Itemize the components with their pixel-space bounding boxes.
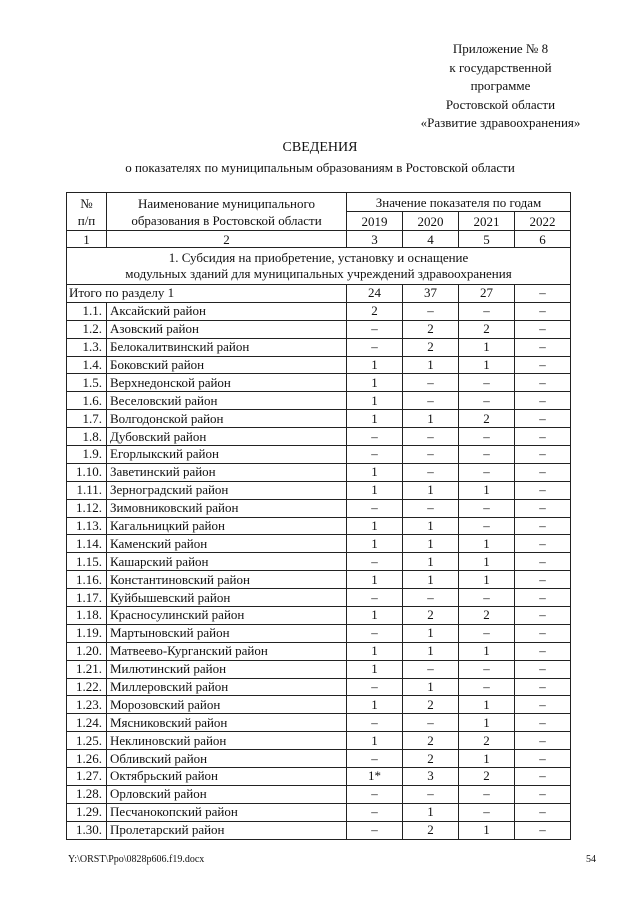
year-value-cell: 1 <box>459 750 515 768</box>
indicators-table <box>66 192 571 840</box>
row-number-cell: 1.27. <box>67 768 107 786</box>
table-row <box>67 428 571 446</box>
district-name-cell: Азовский район <box>107 320 347 338</box>
year-value-cell: – <box>515 428 571 446</box>
year-value-cell: 1 <box>347 571 403 589</box>
year-value-cell: – <box>515 571 571 589</box>
row-number-cell: 1.2. <box>67 320 107 338</box>
district-name-cell: Матвеево-Курганский район <box>107 642 347 660</box>
footer-page-number: 54 <box>586 854 596 865</box>
header-row <box>67 193 571 212</box>
row-number-cell: 1.25. <box>67 732 107 750</box>
column-number-cell: 3 <box>347 231 403 248</box>
year-value-cell: 1 <box>459 553 515 571</box>
row-number-cell: 1.5. <box>67 374 107 392</box>
table-row <box>67 678 571 696</box>
district-name-cell: Веселовский район <box>107 392 347 410</box>
document-title: СВЕДЕНИЯ <box>282 140 358 155</box>
year-value-cell: 2 <box>403 607 459 625</box>
year-value-cell: 1 <box>403 356 459 374</box>
row-number-cell: 1.1. <box>67 302 107 320</box>
year-value-cell: – <box>459 302 515 320</box>
year-value-cell: – <box>403 392 459 410</box>
year-value-cell: 2 <box>459 410 515 428</box>
year-value-cell: 2 <box>347 302 403 320</box>
district-name-cell: Зимовниковский район <box>107 499 347 517</box>
year-value-cell: 1 <box>347 356 403 374</box>
district-name-cell: Мясниковский район <box>107 714 347 732</box>
district-name-cell: Мартыновский район <box>107 624 347 642</box>
district-name-cell: Егорлыкский район <box>107 446 347 464</box>
district-name-cell: Милютинский район <box>107 660 347 678</box>
table-row <box>67 696 571 714</box>
year-value-cell: – <box>347 338 403 356</box>
year-value-cell: – <box>515 785 571 803</box>
table-row <box>67 571 571 589</box>
year-value-cell: 1 <box>347 607 403 625</box>
district-name-cell: Обливский район <box>107 750 347 768</box>
year-value-cell: – <box>403 428 459 446</box>
row-number-cell: 1.23. <box>67 696 107 714</box>
row-number-cell: 1.21. <box>67 660 107 678</box>
year-value-cell: – <box>515 446 571 464</box>
district-name-cell: Кашарский район <box>107 553 347 571</box>
year-value-cell: 1 <box>459 714 515 732</box>
table-row <box>67 660 571 678</box>
total-row <box>67 285 571 303</box>
district-name-cell: Заветинский район <box>107 463 347 481</box>
header-name-cell <box>107 193 347 231</box>
row-number-cell: 1.18. <box>67 607 107 625</box>
district-name-cell: Кагальницкий район <box>107 517 347 535</box>
row-number-cell: 1.4. <box>67 356 107 374</box>
year-value-cell: – <box>347 446 403 464</box>
table-row <box>67 642 571 660</box>
year-value-cell: – <box>347 750 403 768</box>
section-line1: 1. Субсидия на приобретение, установку и оснащение <box>168 250 469 265</box>
table-row <box>67 320 571 338</box>
year-value-cell: – <box>459 446 515 464</box>
appendix-line: Ростовской области <box>445 96 556 112</box>
district-name-cell: Зерноградский район <box>107 481 347 499</box>
total-value: – <box>515 285 571 303</box>
year-value-cell: 1 <box>347 642 403 660</box>
year-value-cell: – <box>515 821 571 839</box>
district-name-cell: Дубовский район <box>107 428 347 446</box>
year-value-cell: 1 <box>347 696 403 714</box>
year-value-cell: 2 <box>459 768 515 786</box>
column-number-cell: 2 <box>107 231 347 248</box>
table-row <box>67 338 571 356</box>
year-value-cell: – <box>515 338 571 356</box>
year-value-cell: – <box>403 785 459 803</box>
row-number-cell: 1.17. <box>67 589 107 607</box>
table-row <box>67 499 571 517</box>
table-row <box>67 517 571 535</box>
year-value-cell: 1 <box>347 660 403 678</box>
year-value-cell: – <box>403 463 459 481</box>
year-value-cell: – <box>459 392 515 410</box>
row-number-cell: 1.15. <box>67 553 107 571</box>
year-value-cell: 1 <box>459 481 515 499</box>
table-row <box>67 732 571 750</box>
year-value-cell: 2 <box>403 696 459 714</box>
row-number-cell: 1.12. <box>67 499 107 517</box>
year-value-cell: – <box>515 517 571 535</box>
district-name-cell: Пролетарский район <box>107 821 347 839</box>
year-value-cell: – <box>515 589 571 607</box>
year-value-cell: 1 <box>347 732 403 750</box>
year-value-cell: 2 <box>459 732 515 750</box>
year-value-cell: 1 <box>347 535 403 553</box>
year-value-cell: – <box>459 499 515 517</box>
total-value: 37 <box>403 285 459 303</box>
year-value-cell: – <box>515 392 571 410</box>
year-value-cell: 2 <box>403 750 459 768</box>
section-row <box>67 248 571 285</box>
district-name-cell: Октябрьский район <box>107 768 347 786</box>
year-value-cell: – <box>459 624 515 642</box>
year-value-cell: – <box>459 374 515 392</box>
year-value-cell: – <box>515 553 571 571</box>
row-number-cell: 1.30. <box>67 821 107 839</box>
row-number-cell: 1.29. <box>67 803 107 821</box>
year-value-cell: 2 <box>459 320 515 338</box>
table-body <box>67 193 571 840</box>
row-number-cell: 1.28. <box>67 785 107 803</box>
year-value-cell: 1 <box>347 374 403 392</box>
year-value-cell: – <box>515 374 571 392</box>
year-value-cell: 2 <box>403 320 459 338</box>
year-value-cell: 1 <box>459 821 515 839</box>
year-value-cell: – <box>459 660 515 678</box>
appendix-line: «Развитие здравоохранения» <box>420 115 581 130</box>
year-value-cell: – <box>459 803 515 821</box>
section-cell <box>67 248 571 285</box>
row-number-cell: 1.26. <box>67 750 107 768</box>
year-value-cell: 1 <box>459 535 515 553</box>
table-row <box>67 356 571 374</box>
year-value-cell: 1 <box>459 571 515 589</box>
year-value-cell: – <box>515 803 571 821</box>
row-number-cell: 1.7. <box>67 410 107 428</box>
year-value-cell: 1 <box>459 642 515 660</box>
year-value-cell: 1* <box>347 768 403 786</box>
year-value-cell: – <box>347 589 403 607</box>
district-name-cell: Белокалитвинский район <box>107 338 347 356</box>
appendix-line: Приложение № 8 <box>452 41 549 56</box>
year-value-cell: – <box>347 678 403 696</box>
year-value-cell: – <box>459 463 515 481</box>
row-number-cell: 1.3. <box>67 338 107 356</box>
year-value-cell: 1 <box>347 392 403 410</box>
year-value-cell: – <box>515 320 571 338</box>
year-value-cell: 2 <box>403 821 459 839</box>
year-value-cell: 2 <box>403 338 459 356</box>
district-name-cell: Боковский район <box>107 356 347 374</box>
header-no-cell <box>67 193 107 231</box>
year-value-cell: 1 <box>459 696 515 714</box>
year-value-cell: – <box>403 446 459 464</box>
year-value-cell: 1 <box>403 624 459 642</box>
year-value-cell: 1 <box>403 535 459 553</box>
year-value-cell: 1 <box>347 410 403 428</box>
table-row <box>67 607 571 625</box>
header-group-cell: Значение показателя по годам <box>347 193 571 212</box>
year-value-cell: 1 <box>347 481 403 499</box>
appendix-header <box>398 40 603 133</box>
year-value-cell: – <box>515 642 571 660</box>
year-value-cell: – <box>515 410 571 428</box>
year-value-cell: – <box>347 320 403 338</box>
district-name-cell: Песчанокопский район <box>107 803 347 821</box>
row-number-cell: 1.20. <box>67 642 107 660</box>
document-subtitle: о показателях по муниципальным образованиям в Ростовской области <box>125 160 515 175</box>
year-value-cell: – <box>347 499 403 517</box>
year-value-cell: – <box>403 660 459 678</box>
year-value-cell: – <box>403 302 459 320</box>
year-value-cell: 1 <box>403 410 459 428</box>
table-row <box>67 821 571 839</box>
appendix-line: программе <box>470 78 531 93</box>
row-number-cell: 1.22. <box>67 678 107 696</box>
year-value-cell: – <box>347 803 403 821</box>
year-value-cell: – <box>515 732 571 750</box>
year-value-cell: 1 <box>459 356 515 374</box>
year-value-cell: 1 <box>347 517 403 535</box>
year-cell: 2019 <box>347 212 403 231</box>
table-row <box>67 768 571 786</box>
year-value-cell: – <box>515 356 571 374</box>
year-value-cell: 1 <box>403 678 459 696</box>
year-value-cell: – <box>459 589 515 607</box>
year-value-cell: – <box>347 821 403 839</box>
district-name-cell: Красносулинский район <box>107 607 347 625</box>
year-value-cell: – <box>515 607 571 625</box>
year-value-cell: – <box>459 785 515 803</box>
table-row <box>67 481 571 499</box>
year-value-cell: – <box>515 535 571 553</box>
column-number-cell: 1 <box>67 231 107 248</box>
table-row <box>67 463 571 481</box>
year-value-cell: 1 <box>403 642 459 660</box>
row-number-cell: 1.9. <box>67 446 107 464</box>
district-name-cell: Аксайский район <box>107 302 347 320</box>
row-number-cell: 1.11. <box>67 481 107 499</box>
year-value-cell: – <box>347 428 403 446</box>
row-number-cell: 1.6. <box>67 392 107 410</box>
year-value-cell: – <box>403 499 459 517</box>
year-value-cell: – <box>515 624 571 642</box>
year-value-cell: – <box>403 589 459 607</box>
year-value-cell: 1 <box>403 517 459 535</box>
year-value-cell: – <box>515 481 571 499</box>
table-row <box>67 302 571 320</box>
year-value-cell: – <box>347 553 403 571</box>
district-name-cell: Константиновский район <box>107 571 347 589</box>
year-value-cell: 1 <box>403 571 459 589</box>
year-value-cell: – <box>403 374 459 392</box>
year-value-cell: 2 <box>459 607 515 625</box>
appendix-line: к государственной <box>449 59 552 75</box>
year-value-cell: – <box>459 678 515 696</box>
column-number-cell: 6 <box>515 231 571 248</box>
row-number-cell: 1.10. <box>67 463 107 481</box>
header-no-line2: п/п <box>77 212 96 228</box>
section-line2: модульных зданий для муниципальных учреждений здравоохранения <box>125 266 512 281</box>
year-value-cell: – <box>347 624 403 642</box>
year-value-cell: – <box>515 302 571 320</box>
year-value-cell: – <box>459 428 515 446</box>
table-row <box>67 589 571 607</box>
row-number-cell: 1.8. <box>67 428 107 446</box>
district-name-cell: Каменский район <box>107 535 347 553</box>
header-no-line1: № <box>80 195 93 211</box>
year-value-cell: 1 <box>403 481 459 499</box>
column-number-cell: 4 <box>403 231 459 248</box>
year-cell: 2022 <box>515 212 571 231</box>
table-row <box>67 535 571 553</box>
row-number-cell: 1.16. <box>67 571 107 589</box>
district-name-cell: Морозовский район <box>107 696 347 714</box>
table-row <box>67 446 571 464</box>
year-value-cell: 1 <box>459 338 515 356</box>
district-name-cell: Миллеровский район <box>107 678 347 696</box>
table-row <box>67 410 571 428</box>
year-value-cell: 2 <box>403 732 459 750</box>
year-value-cell: – <box>459 517 515 535</box>
table-row <box>67 750 571 768</box>
year-value-cell: – <box>403 714 459 732</box>
year-value-cell: 3 <box>403 768 459 786</box>
year-value-cell: – <box>515 750 571 768</box>
row-number-cell: 1.14. <box>67 535 107 553</box>
district-name-cell: Орловский район <box>107 785 347 803</box>
year-value-cell: – <box>515 499 571 517</box>
column-numbers-row <box>67 231 571 248</box>
total-label: Итого по разделу 1 <box>67 285 347 303</box>
district-name-cell: Куйбышевский район <box>107 589 347 607</box>
total-value: 24 <box>347 285 403 303</box>
district-name-cell: Волгодонской район <box>107 410 347 428</box>
year-cell: 2021 <box>459 212 515 231</box>
table-row <box>67 392 571 410</box>
year-value-cell: – <box>515 463 571 481</box>
column-number-cell: 5 <box>459 231 515 248</box>
year-value-cell: – <box>515 660 571 678</box>
total-value: 27 <box>459 285 515 303</box>
footer-file-path: Y:\ORST\Ppo\0828p606.f19.docx <box>68 854 205 865</box>
table-row <box>67 714 571 732</box>
table-row <box>67 803 571 821</box>
year-value-cell: 1 <box>403 803 459 821</box>
year-value-cell: – <box>515 678 571 696</box>
year-value-cell: – <box>515 768 571 786</box>
row-number-cell: 1.24. <box>67 714 107 732</box>
year-value-cell: – <box>347 714 403 732</box>
row-number-cell: 1.13. <box>67 517 107 535</box>
table-row <box>67 624 571 642</box>
year-value-cell: 1 <box>347 463 403 481</box>
row-number-cell: 1.19. <box>67 624 107 642</box>
year-value-cell: – <box>515 714 571 732</box>
table-row <box>67 785 571 803</box>
year-value-cell: – <box>515 696 571 714</box>
year-cell: 2020 <box>403 212 459 231</box>
year-value-cell: 1 <box>403 553 459 571</box>
header-name-line1: Наименование муниципального <box>137 195 316 211</box>
table-row <box>67 553 571 571</box>
year-value-cell: – <box>347 785 403 803</box>
header-name-line2: образования в Ростовской области <box>131 212 322 228</box>
district-name-cell: Верхнедонской район <box>107 374 347 392</box>
district-name-cell: Неклиновский район <box>107 732 347 750</box>
table-row <box>67 374 571 392</box>
